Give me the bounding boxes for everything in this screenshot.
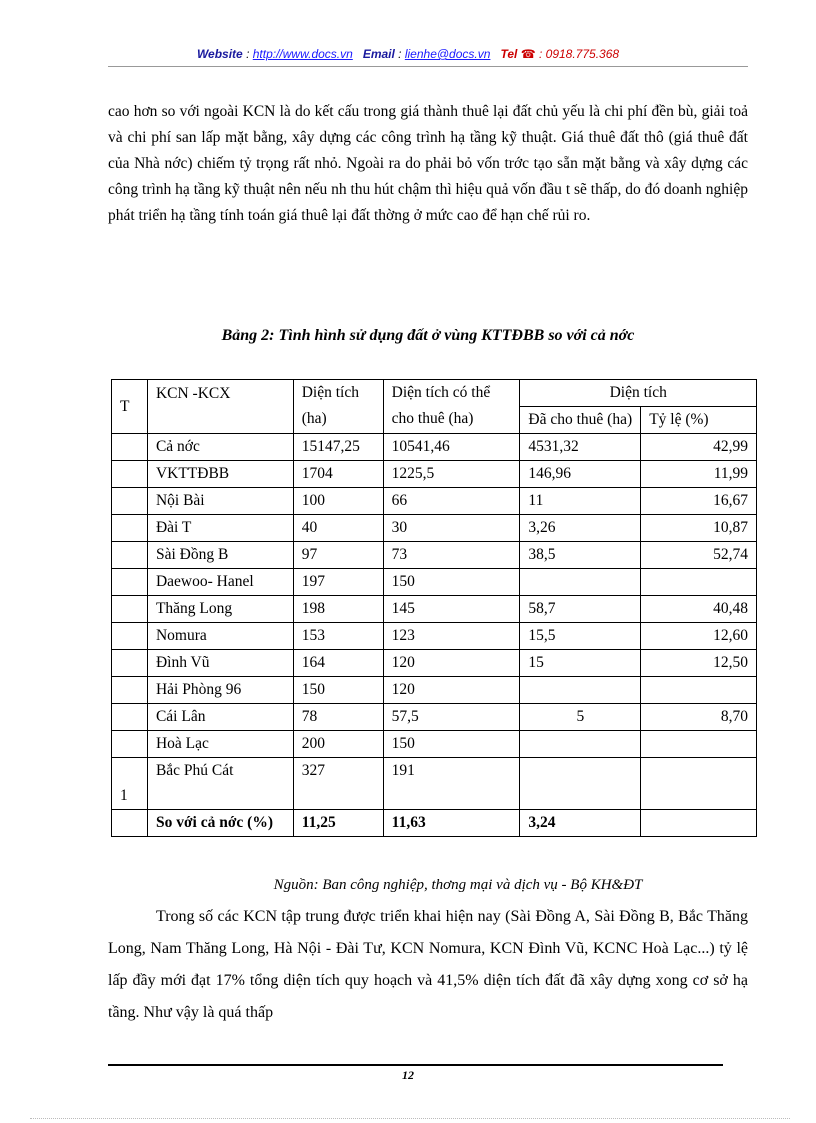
row-ratio xyxy=(641,677,757,704)
row-rented xyxy=(520,758,641,810)
row-name: Cái Lân xyxy=(147,704,293,731)
row-rentable: 150 xyxy=(383,731,520,758)
footer-divider xyxy=(108,1064,723,1066)
header-stt: T xyxy=(112,380,148,434)
row-rentable: 73 xyxy=(383,542,520,569)
total-rentable: 11,63 xyxy=(383,810,520,837)
table-row xyxy=(112,515,757,542)
header-group: Diện tích xyxy=(520,380,757,407)
row-ratio: 12,60 xyxy=(641,623,757,650)
table-row xyxy=(112,569,757,596)
email-sep: : xyxy=(394,47,405,61)
row-area: 150 xyxy=(293,677,383,704)
table-source: Nguồn: Ban công nghiệp, thơng mại và dịch vụ - Bộ KH&ĐT xyxy=(273,877,643,893)
table-caption: Bảng 2: Tình hình sử dụng đất ở vùng KTTĐBB so với cả nớc xyxy=(221,327,635,344)
row-name: Đình Vũ xyxy=(147,650,293,677)
row-name: Thăng Long xyxy=(147,596,293,623)
row-stt xyxy=(112,434,148,461)
total-rented: 3,24 xyxy=(520,810,641,837)
tel-sep: : xyxy=(535,47,546,61)
row-stt xyxy=(112,515,148,542)
row-stt xyxy=(112,650,148,677)
table-total-row xyxy=(112,810,757,837)
row-ratio: 16,67 xyxy=(641,488,757,515)
row-ratio xyxy=(641,758,757,810)
table-row xyxy=(112,623,757,650)
row-stt xyxy=(112,488,148,515)
email-label: Email xyxy=(362,47,395,61)
row-ratio: 8,70 xyxy=(641,704,757,731)
row-ratio: 42,99 xyxy=(641,434,757,461)
table-row xyxy=(112,704,757,731)
row-ratio: 40,48 xyxy=(641,596,757,623)
row-name: Sài Đồng B xyxy=(147,542,293,569)
row-stt xyxy=(112,596,148,623)
row-area: 164 xyxy=(293,650,383,677)
row-area: 200 xyxy=(293,731,383,758)
phone-icon: ☎ xyxy=(520,47,536,61)
email-link[interactable]: lienhe@docs.vn xyxy=(404,47,491,61)
table-header-row-1 xyxy=(112,380,757,407)
row-name: Nomura xyxy=(147,623,293,650)
row-stt xyxy=(112,569,148,596)
website-label: Website xyxy=(196,47,243,61)
row-stt xyxy=(112,677,148,704)
row-stt xyxy=(112,542,148,569)
header-ratio: Tỷ lệ (%) xyxy=(641,407,757,434)
row-rentable: 66 xyxy=(383,488,520,515)
row-rented: 146,96 xyxy=(520,461,641,488)
row-rented: 38,5 xyxy=(520,542,641,569)
table-row xyxy=(112,650,757,677)
land-use-table xyxy=(111,379,757,837)
website-sep: : xyxy=(242,47,253,61)
row-rentable: 150 xyxy=(383,569,520,596)
row-rentable: 191 xyxy=(383,758,520,810)
row-name: Nội Bài xyxy=(147,488,293,515)
row-stt: 1 xyxy=(112,758,148,810)
row-area: 327 xyxy=(293,758,383,810)
row-ratio: 11,99 xyxy=(641,461,757,488)
table-row xyxy=(112,461,757,488)
row-area: 78 xyxy=(293,704,383,731)
row-rented xyxy=(520,731,641,758)
row-ratio: 12,50 xyxy=(641,650,757,677)
row-area: 197 xyxy=(293,569,383,596)
total-stt xyxy=(112,810,148,837)
row-stt xyxy=(112,731,148,758)
row-rentable: 145 xyxy=(383,596,520,623)
row-ratio: 52,74 xyxy=(641,542,757,569)
row-rentable: 30 xyxy=(383,515,520,542)
row-area: 97 xyxy=(293,542,383,569)
row-name: Hải Phòng 96 xyxy=(147,677,293,704)
table-row xyxy=(112,488,757,515)
row-rented: 58,7 xyxy=(520,596,641,623)
table-row xyxy=(112,731,757,758)
body-paragraph-1: cao hơn so với ngoài KCN là do kết cấu trong giá thành thuê lại đất chủ yếu là chi phí đền bù, giải toả và chi phí san lấp mặt bằng, xây dựng các công trình hạ tầng kỹ thuật. Giá thuê đất thô (giá thuê đất của Nhà nớc) chiếm tỷ trọng rất nhỏ. Ngoài ra do phải bỏ vốn trớc tạo sẵn mặt bằng và xây dựng các công trình hạ tầng kỹ thuật nên nếu nh thu hút chậm thì hiệu quả vốn đầu t sẽ thấp, do đó doanh nghiệp phát triển hạ tầng tính toán giá thuê lại đất thờng ở mức cao để hạn chế rủi ro. xyxy=(108,103,748,224)
row-rented xyxy=(520,569,641,596)
row-area: 198 xyxy=(293,596,383,623)
row-area: 153 xyxy=(293,623,383,650)
header-area: Diện tích (ha) xyxy=(293,380,383,434)
table-row xyxy=(112,758,757,810)
row-area: 1704 xyxy=(293,461,383,488)
row-rentable: 120 xyxy=(383,650,520,677)
row-rented xyxy=(520,677,641,704)
row-stt xyxy=(112,623,148,650)
tel-label: Tel xyxy=(500,47,518,61)
row-name: Daewoo- Hanel xyxy=(147,569,293,596)
row-rented: 3,26 xyxy=(520,515,641,542)
row-ratio xyxy=(641,569,757,596)
body-paragraph-2: Trong số các KCN tập trung được triển khai hiện nay (Sài Đồng A, Sài Đồng B, Bắc Thăng Long, Nam Thăng Long, Hà Nội - Đài Tư, KCN Nomura, KCN Đình Vũ, KCNC Hoà Lạc...) tỷ lệ lấp đầy mới đạt 17% tổng diện tích quy hoạch và 41,5% diện tích đất đã xây dựng xong cơ sở hạ tầng. Như vậy là quá thấp xyxy=(108,908,748,1021)
row-rentable: 1225,5 xyxy=(383,461,520,488)
row-name: VKTTĐBB xyxy=(147,461,293,488)
row-name: Đài T xyxy=(147,515,293,542)
page-header xyxy=(0,47,816,61)
row-ratio xyxy=(641,731,757,758)
page-number: 12 xyxy=(402,1068,414,1082)
row-rented: 5 xyxy=(520,704,641,731)
total-name: So với cả nớc (%) xyxy=(147,810,293,837)
total-area: 11,25 xyxy=(293,810,383,837)
row-rentable: 123 xyxy=(383,623,520,650)
row-rented: 15 xyxy=(520,650,641,677)
row-ratio: 10,87 xyxy=(641,515,757,542)
row-rented: 4531,32 xyxy=(520,434,641,461)
header-divider xyxy=(108,66,748,67)
header-rentable: Diện tích có thể cho thuê (ha) xyxy=(383,380,520,434)
header-rented: Đã cho thuê (ha) xyxy=(520,407,641,434)
row-area: 40 xyxy=(293,515,383,542)
total-ratio xyxy=(641,810,757,837)
table-row xyxy=(112,677,757,704)
table-row xyxy=(112,542,757,569)
row-rentable: 120 xyxy=(383,677,520,704)
tel-value: 0918.775.368 xyxy=(545,47,620,61)
row-stt xyxy=(112,461,148,488)
table-row xyxy=(112,596,757,623)
row-area: 100 xyxy=(293,488,383,515)
row-name: Hoà Lạc xyxy=(147,731,293,758)
row-rented: 15,5 xyxy=(520,623,641,650)
row-rentable: 10541,46 xyxy=(383,434,520,461)
row-name: Cả nớc xyxy=(147,434,293,461)
row-rentable: 57,5 xyxy=(383,704,520,731)
table-row xyxy=(112,434,757,461)
header-name: KCN -KCX xyxy=(147,380,293,434)
page-bottom-edge xyxy=(30,1118,790,1119)
row-area: 15147,25 xyxy=(293,434,383,461)
row-name: Bắc Phú Cát xyxy=(147,758,293,810)
website-link[interactable]: http://www.docs.vn xyxy=(252,47,353,61)
row-stt xyxy=(112,704,148,731)
row-rented: 11 xyxy=(520,488,641,515)
